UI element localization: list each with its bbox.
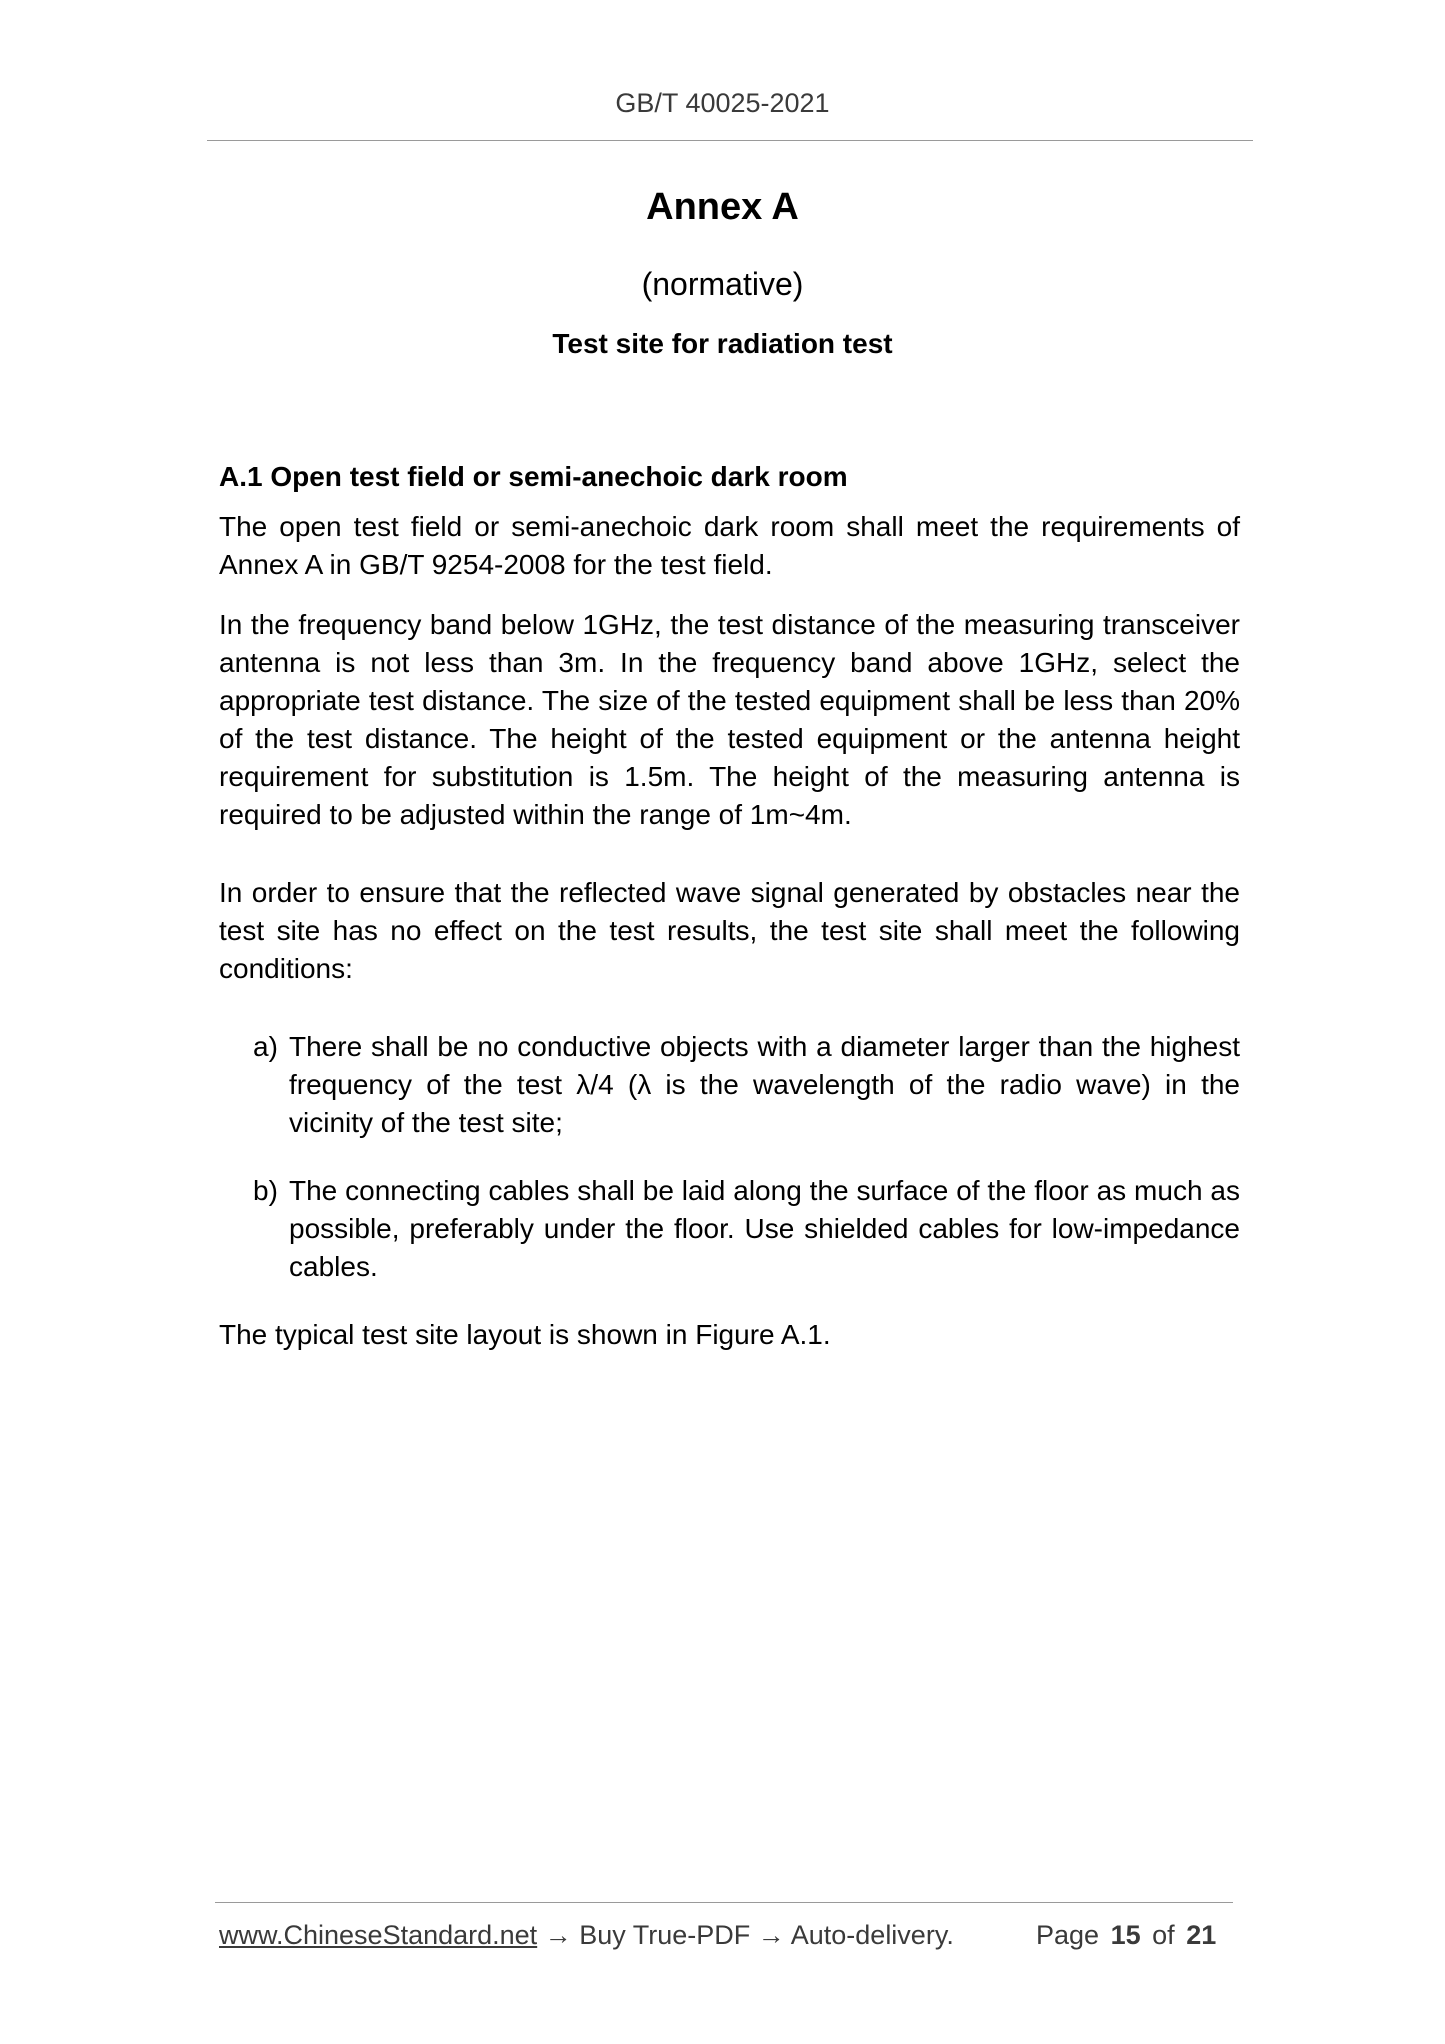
paragraph-conditions-intro: In order to ensure that the reflected wave signal generated by obstacles near the test site has no effect on the test results, the test site shall meet the following conditions: bbox=[219, 877, 1240, 984]
page-counter bbox=[1036, 1920, 1216, 1951]
page-current: 15 bbox=[1110, 1920, 1141, 1950]
list-text-a: There shall be no conductive objects with a diameter larger than the highest frequency of the test λ/4 (λ is the wavelength of the radio wave) in the vicinity of the test site; bbox=[289, 1031, 1240, 1138]
document-number-header: GB/T 40025-2021 bbox=[615, 88, 830, 118]
list-text-b: The connecting cables shall be laid along the surface of the floor as much as possible, preferably under the floor. Use shielded cables for low-impedance cables. bbox=[289, 1175, 1240, 1282]
paragraph-figure-reference: The typical test site layout is shown in Figure A.1. bbox=[219, 1319, 831, 1350]
header-divider bbox=[207, 140, 1253, 141]
section-heading: A.1 Open test field or semi-anechoic dark room bbox=[219, 461, 848, 492]
paragraph-frequency-band: In the frequency band below 1GHz, the test distance of the measuring transceiver antenna is not less than 3m. In the frequency band above 1GHz, select the appropriate test distance. The size of the tested equipment shall be less than 20% of the test distance. The height of the tested equipment or the antenna height requirement for substitution is 1.5m. The height of the measuring antenna is required to be adjusted within the range of 1m~4m. bbox=[219, 609, 1240, 830]
annex-title: Annex A bbox=[646, 186, 799, 228]
paragraph-requirements: The open test field or semi-anechoic dark room shall meet the requirements of Annex A in GB/T 9254-2008 for the test field. bbox=[219, 511, 1240, 580]
of-word: of bbox=[1152, 1920, 1175, 1950]
footer-tagline: → Buy True-PDF → Auto-delivery. bbox=[537, 1920, 954, 1950]
annex-type: (normative) bbox=[641, 266, 804, 302]
list-marker-a: a) bbox=[253, 1031, 278, 1062]
website-link[interactable]: www.ChineseStandard.net bbox=[219, 1920, 538, 1950]
page-word: Page bbox=[1036, 1920, 1100, 1950]
list-item-a bbox=[253, 1028, 1240, 1142]
page-total: 21 bbox=[1186, 1920, 1217, 1950]
footer-promo bbox=[219, 1920, 954, 1951]
list-item-b bbox=[253, 1172, 1240, 1286]
list-marker-b: b) bbox=[253, 1175, 278, 1206]
footer-divider bbox=[215, 1902, 1233, 1903]
annex-subtitle: Test site for radiation test bbox=[552, 328, 893, 359]
